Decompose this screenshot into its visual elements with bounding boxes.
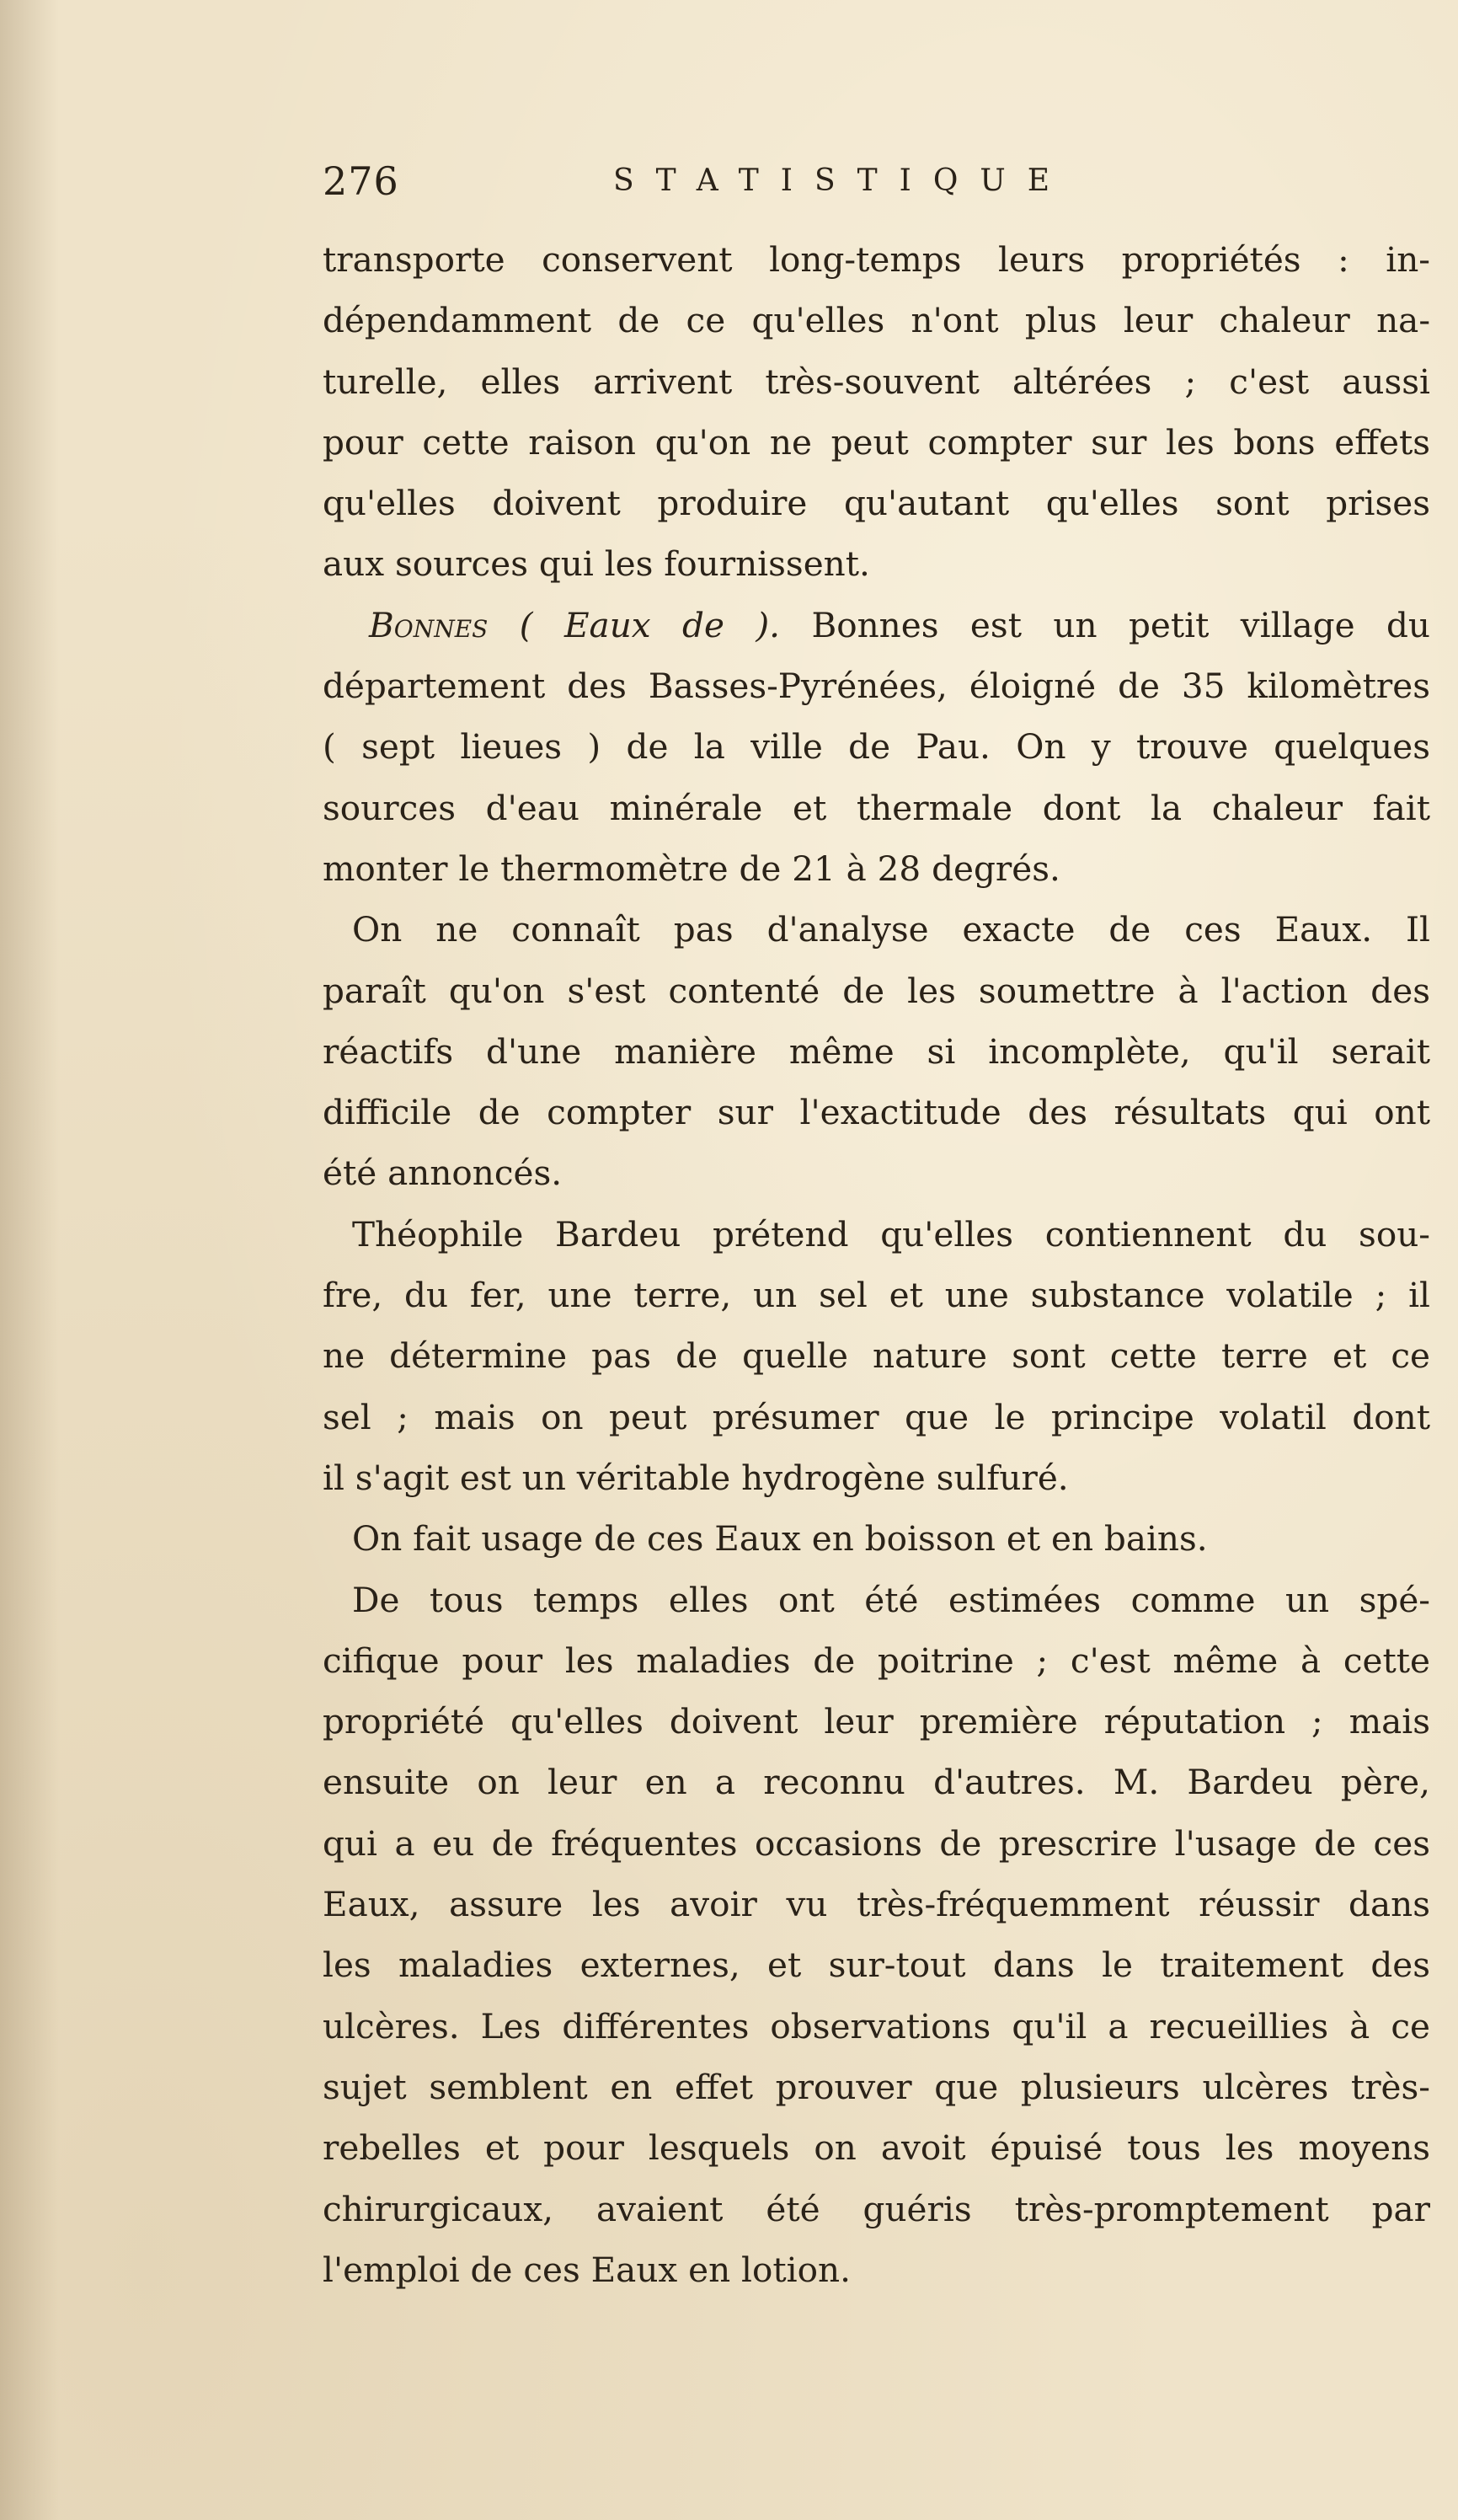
gutter-shadow (0, 0, 59, 2520)
text-line: chirurgicaux, avaient été guéris très-promptement par (323, 2188, 1430, 2229)
text-line: ( sept lieues ) de la ville de Pau. On y trouve quelques (323, 726, 1430, 768)
text-line: rebelles et pour lesquels on avoit épuisé tous les moyens (323, 2127, 1430, 2169)
text-line: il s'agit est un véritable hydrogène sulfuré. (323, 1457, 1069, 1498)
text-line: difficile de compter sur l'exactitude des résultats qui ont (323, 1092, 1430, 1133)
text-line: sujet semblent en effet prouver que plusieurs ulcères très- (323, 2066, 1430, 2107)
text-line: Eaux, assure les avoir vu très-fréquemment réussir dans (323, 1884, 1430, 1925)
text-line: propriété qu'elles doivent leur première réputation ; mais (323, 1701, 1430, 1742)
entry-heading-paren: ( Eaux de ). (519, 604, 781, 645)
text-line: l'emploi de ces Eaux en lotion. (323, 2249, 851, 2290)
text-line: On fait usage de ces Eaux en boisson et en bains. (352, 1518, 1208, 1560)
page-header (323, 158, 1165, 217)
page-number: 276 (323, 158, 399, 204)
text-line: sel ; mais on peut présumer que le principe volatil dont (323, 1396, 1430, 1437)
text-line: pour cette raison qu'on ne peut compter sur les bons effets (323, 421, 1430, 463)
text-line: paraît qu'on s'est contenté de les soumettre à l'action des (323, 970, 1430, 1011)
text-line: sources d'eau minérale et thermale dont la chaleur fait (323, 787, 1430, 828)
text-line: les maladies externes, et sur-tout dans le traitement des (323, 1945, 1430, 1986)
entry-heading-word: Bonnes (369, 604, 489, 645)
text-line: ulcères. Les différentes observations qu'il a recueillies à ce (323, 2005, 1430, 2046)
text-line: Théophile Bardeu prétend qu'elles contiennent du sou- (352, 1213, 1430, 1255)
text-line: dépendamment de ce qu'elles n'ont plus leur chaleur na- (323, 300, 1430, 341)
text-line: ensuite on leur en a reconnu d'autres. M. Bardeu père, (323, 1762, 1430, 1803)
text-line: turelle, elles arrivent très-souvent altérées ; c'est aussi (323, 361, 1430, 402)
body-text (323, 229, 1430, 2300)
text-line: ne détermine pas de quelle nature sont cette terre et ce (323, 1335, 1430, 1377)
text-line: aux sources qui les fournissent. (323, 543, 870, 585)
text-line: qu'elles doivent produire qu'autant qu'elles sont prises (323, 483, 1430, 524)
text-line: De tous temps elles ont été estimées comme un spé- (352, 1579, 1430, 1620)
text-line: transporte conservent long-temps leurs propriétés : in- (323, 239, 1430, 280)
entry-heading-rest: Bonnes est un petit village du (780, 604, 1430, 645)
running-head: STATISTIQUE (613, 163, 1071, 198)
text-line: cifique pour les maladies de poitrine ; c'est même à cette (323, 1640, 1430, 1681)
text-line: qui a eu de fréquentes occasions de prescrire l'usage de ces (323, 1822, 1430, 1864)
text-line: On ne connaît pas d'analyse exacte de ces Eaux. Il (352, 909, 1430, 950)
text-line: département des Basses-Pyrénées, éloigné de 35 kilomètres (323, 666, 1430, 707)
text-line: monter le thermomètre de 21 à 28 degrés. (323, 848, 1060, 889)
text-line: fre, du fer, une terre, un sel et une substance volatile ; il (323, 1275, 1430, 1316)
text-line: été annoncés. (323, 1153, 563, 1194)
entry-heading-line (323, 595, 1430, 655)
text-line: réactifs d'une manière même si incomplète, qu'il serait (323, 1030, 1430, 1072)
